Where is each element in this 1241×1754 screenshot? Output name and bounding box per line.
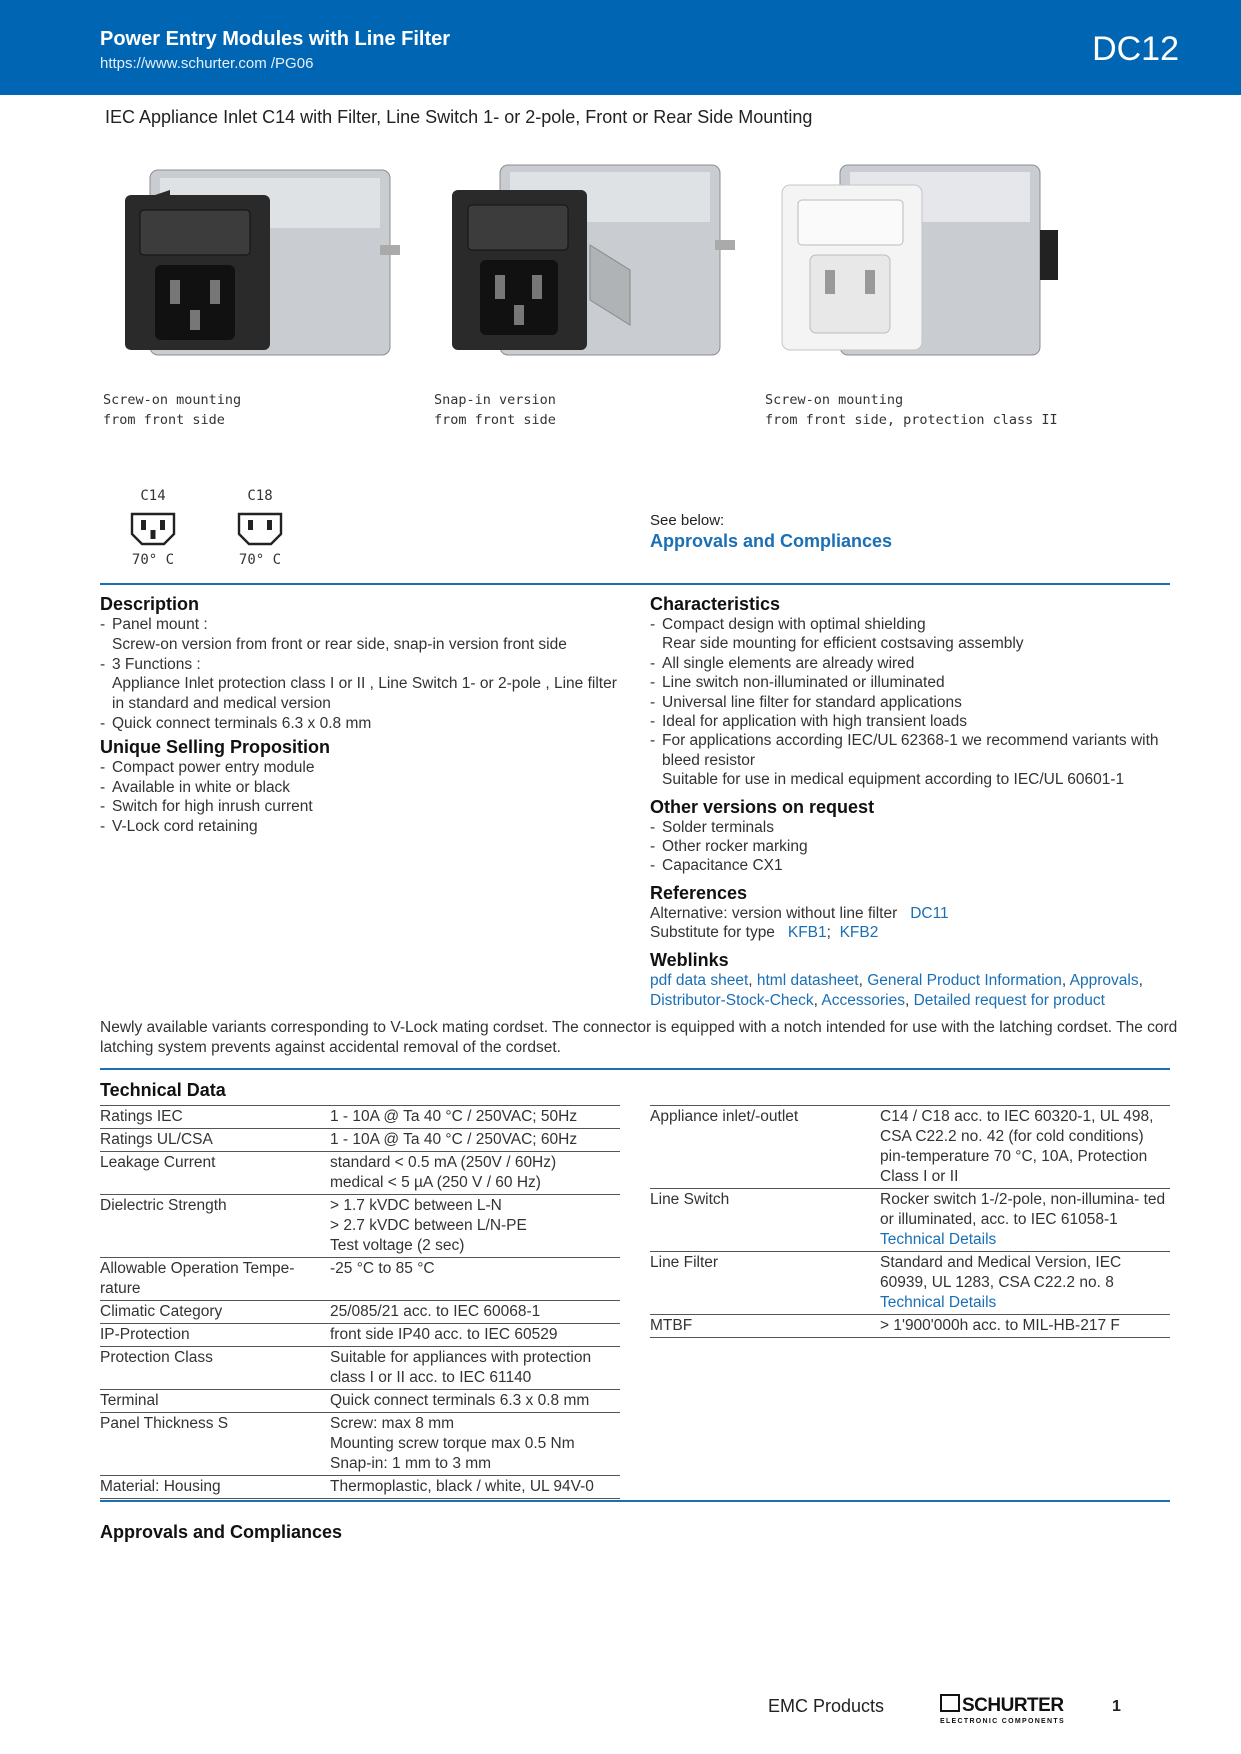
caption-line: from front side [103, 412, 225, 428]
page-number: 1 [1112, 1698, 1121, 1715]
table-row [100, 1476, 620, 1499]
table-row [100, 1195, 620, 1258]
spec-label: Panel Thickness S [100, 1413, 330, 1476]
header-url-link[interactable]: https://www.schurter.com /PG06 [100, 55, 314, 72]
spec-label: Terminal [100, 1390, 330, 1413]
product-caption [434, 390, 556, 430]
weblinks-heading: Weblinks [650, 949, 729, 970]
list-item: - Other rocker marking [650, 837, 1170, 856]
spec-value-line: Mounting screw torque max 0.5 Nm [330, 1435, 575, 1452]
spec-label: Leakage Current [100, 1152, 330, 1195]
spec-value [330, 1152, 620, 1195]
divider [100, 583, 1170, 585]
spec-value-line: > 1.7 kVDC between L-N [330, 1197, 502, 1214]
table-row [650, 1252, 1170, 1315]
spec-value-line: Snap-in: 1 mm to 3 mm [330, 1455, 492, 1472]
kfb1-link[interactable]: KFB1 [787, 924, 827, 942]
spec-value [330, 1476, 620, 1499]
connector-temp: 70° C [131, 552, 175, 568]
usp-heading: Unique Selling Proposition [100, 736, 331, 757]
spec-value-line: Suitable for appliances with protection class I or II acc. to IEC 61140 [330, 1349, 592, 1386]
spec-label: Material: Housing [100, 1476, 330, 1499]
list-item: - V-Lock cord retaining [100, 817, 620, 837]
table-row [650, 1189, 1170, 1252]
list-item: - Quick connect terminals 6.3 x 0.8 mm [100, 714, 620, 734]
spec-value-line: 25/085/21 acc. to IEC 60068-1 [330, 1303, 541, 1320]
reference-substitute [650, 923, 1170, 942]
spec-label: Ratings UL/CSA [100, 1129, 330, 1152]
see-below-text: See below: [650, 512, 725, 529]
table-row [100, 1106, 620, 1129]
spec-value [330, 1390, 620, 1413]
dc11-link[interactable]: DC11 [910, 904, 949, 922]
list-item: - Compact power entry module [100, 758, 620, 778]
page-subtitle: IEC Appliance Inlet C14 with Filter, Line Switch 1- or 2-pole, Front or Rear Side Mounting [105, 107, 813, 127]
usp-list [100, 758, 620, 837]
spec-value-line: -25 °C to 85 °C [330, 1260, 435, 1277]
spec-value [330, 1195, 620, 1258]
spec-value [330, 1129, 620, 1152]
spec-value [330, 1106, 620, 1129]
product-code: DC12 [1092, 30, 1179, 68]
spec-value-text: Standard and Medical Version, IEC 60939, UL 1283, CSA C22.2 no. 8 [880, 1254, 1122, 1291]
caption-line: Screw-on mounting [103, 392, 242, 408]
divider [100, 1500, 1170, 1502]
spec-value-line: 1 - 10A @ Ta 40 °C / 250VAC; 50Hz [330, 1108, 578, 1125]
table-row [100, 1152, 620, 1195]
references-heading: References [650, 882, 748, 903]
caption-line: Screw-on mounting [765, 392, 904, 408]
list-item-sub: Appliance Inlet protection class I or II , Line Switch 1- or 2-pole , Line filter in standard and medical version [112, 675, 617, 713]
kfb2-link[interactable]: KFB2 [839, 924, 879, 942]
description-heading: Description [100, 594, 200, 614]
spec-value [880, 1315, 1170, 1338]
detailed-request-link[interactable]: Detailed request for product [913, 991, 1105, 1009]
connector-label: C18 [247, 488, 273, 504]
spec-value [880, 1106, 1170, 1189]
spec-label: Line Filter [650, 1252, 880, 1315]
list-item: - Panel mount : Screw-on version from front or rear side, snap-in version front side [100, 615, 620, 655]
other-versions-list [650, 818, 1170, 876]
table-row [650, 1106, 1170, 1189]
list-item-sub: Rear side mounting for efficient costsaving assembly [662, 635, 1024, 653]
spec-label: Protection Class [100, 1347, 330, 1390]
product-image-snap-in [440, 150, 740, 380]
tech-table-right [650, 1105, 1170, 1338]
list-item: - Ideal for application with high transient loads [650, 712, 1170, 731]
spec-value-text: Rocker switch 1-/2-pole, non-illumina- ted or illuminated, acc. to IEC 61058-1 [880, 1191, 1166, 1228]
spec-label: Climatic Category [100, 1301, 330, 1324]
separator: ; [826, 924, 831, 942]
spec-value-text: C14 / C18 acc. to IEC 60320-1, UL 498, CSA C22.2 no. 42 (for cold conditions) pin-temperature 70 °C, 10A, Protection Class I or II [880, 1108, 1154, 1185]
technical-data-heading: Technical Data [100, 1080, 226, 1100]
description-list [100, 615, 620, 734]
caption-line: from front side [434, 412, 556, 428]
table-row [650, 1315, 1170, 1338]
characteristics-list [650, 615, 1170, 790]
connector-c18 [225, 488, 295, 568]
spec-value-line: > 2.7 kVDC between L/N-PE [330, 1217, 527, 1234]
c18-socket-icon [235, 510, 285, 548]
table-row [100, 1324, 620, 1347]
header-title: Power Entry Modules with Line Filter [100, 28, 451, 50]
table-row [100, 1413, 620, 1476]
list-item: - 3 Functions : Appliance Inlet protection class I or II , Line Switch 1- or 2-pole , Line filter in standard and medical version [100, 655, 620, 714]
divider [100, 1068, 1170, 1070]
reference-text: Substitute for type [650, 924, 775, 942]
vlock-note: Newly available variants corresponding to V-Lock mating cordset. The connector is equipped with a notch intended for use with the latching cordset. The cord latching system prevents against accidental removal of the cordset. [100, 1019, 1178, 1056]
spec-value-line: Thermoplastic, black / white, UL 94V-0 [330, 1478, 594, 1495]
accessories-link[interactable]: Accessories [821, 991, 905, 1009]
spec-label: Line Switch [650, 1189, 880, 1252]
connector-temp: 70° C [238, 552, 282, 568]
left-column [100, 593, 620, 837]
page-header [0, 0, 1241, 95]
other-versions-heading: Other versions on request [650, 796, 875, 817]
product-caption [103, 390, 241, 430]
list-item: - Available in white or black [100, 778, 620, 798]
product-image-class-ii [770, 150, 1070, 380]
product-image-screw-on [110, 150, 410, 380]
schurter-logo: SCHURTER ELECTRONIC COMPONENTS [940, 1695, 1065, 1725]
table-row [100, 1347, 620, 1390]
weblinks-list: pdf data sheet, html datasheet, General Product Information, Approvals, Distributor-Stock-Check, Accessories, Detailed request for product [650, 971, 1143, 1009]
spec-value-text: > 1'900'000h acc. to MIL-HB-217 F [880, 1317, 1120, 1334]
connector-c14 [118, 488, 188, 568]
spec-value-line: 1 - 10A @ Ta 40 °C / 250VAC; 60Hz [330, 1131, 578, 1148]
spec-label: Dielectric Strength [100, 1195, 330, 1258]
list-item: - For applications according IEC/UL 62368-1 we recommend variants with bleed resistor Suitable for use in medical equipment according to IEC/UL 60601-1 [650, 731, 1170, 789]
approvals-weblink[interactable]: Approvals [1069, 971, 1139, 989]
connector-label: C14 [140, 488, 166, 504]
spec-value-line: Screw: max 8 mm [330, 1415, 455, 1432]
c14-socket-icon [128, 510, 178, 548]
spec-value-line: standard < 0.5 mA (250V / 60Hz) [330, 1154, 557, 1171]
list-item: - All single elements are already wired [650, 654, 1170, 673]
spec-value [330, 1301, 620, 1324]
spec-value-line: medical < 5 µA (250 V / 60 Hz) [330, 1174, 541, 1191]
reference-alternative [650, 904, 1170, 923]
spec-label: IP-Protection [100, 1324, 330, 1347]
spec-value [330, 1258, 620, 1301]
table-row [100, 1258, 620, 1301]
spec-label: Allowable Operation Tempe- rature [100, 1258, 330, 1301]
spec-value [330, 1413, 620, 1476]
list-item: - Universal line filter for standard applications [650, 693, 1170, 712]
spec-value [880, 1252, 1170, 1315]
list-item-sub: Suitable for use in medical equipment according to IEC/UL 60601-1 [662, 771, 1125, 789]
html-datasheet-link[interactable]: html datasheet [756, 971, 859, 989]
technical-details-link[interactable]: Technical Details [880, 1231, 997, 1248]
list-item: - Line switch non-illuminated or illuminated [650, 673, 1170, 692]
right-column [650, 593, 1170, 1011]
spec-value [330, 1347, 620, 1390]
table-row [100, 1301, 620, 1324]
list-item: - Solder terminals [650, 818, 1170, 837]
characteristics-heading: Characteristics [650, 594, 781, 614]
spec-label: Appliance inlet/-outlet [650, 1106, 880, 1189]
spec-value [330, 1324, 620, 1347]
list-item: - Capacitance CX1 [650, 856, 1170, 875]
tech-table-left [100, 1105, 620, 1499]
footer-category: EMC Products [768, 1696, 885, 1716]
spec-label: MTBF [650, 1315, 880, 1338]
spec-value-line: Quick connect terminals 6.3 x 0.8 mm [330, 1392, 590, 1409]
reference-text: Alternative: version without line filter [650, 904, 898, 922]
list-item: - Compact design with optimal shielding Rear side mounting for efficient costsaving assembly [650, 615, 1170, 654]
table-row [100, 1129, 620, 1152]
caption-line: Snap-in version [434, 392, 556, 408]
stock-check-link[interactable]: Distributor-Stock-Check [650, 991, 814, 1009]
technical-details-link[interactable]: Technical Details [880, 1294, 997, 1311]
spec-value-line: front side IP40 acc. to IEC 60529 [330, 1326, 558, 1343]
table-row [100, 1390, 620, 1413]
spec-label: Ratings IEC [100, 1106, 330, 1129]
list-item-sub: Screw-on version from front or rear side, snap-in version front side [112, 635, 567, 653]
spec-value-line: Test voltage (2 sec) [330, 1237, 465, 1254]
product-caption [765, 390, 1058, 430]
list-item: - Switch for high inrush current [100, 797, 620, 817]
approvals-heading: Approvals and Compliances [100, 1522, 343, 1542]
pdf-datasheet-link[interactable]: pdf data sheet [650, 971, 749, 989]
spec-value [880, 1189, 1170, 1252]
general-info-link[interactable]: General Product Information [867, 971, 1062, 989]
approvals-link[interactable]: Approvals and Compliances [650, 531, 893, 551]
caption-line: from front side, protection class II [765, 412, 1058, 428]
